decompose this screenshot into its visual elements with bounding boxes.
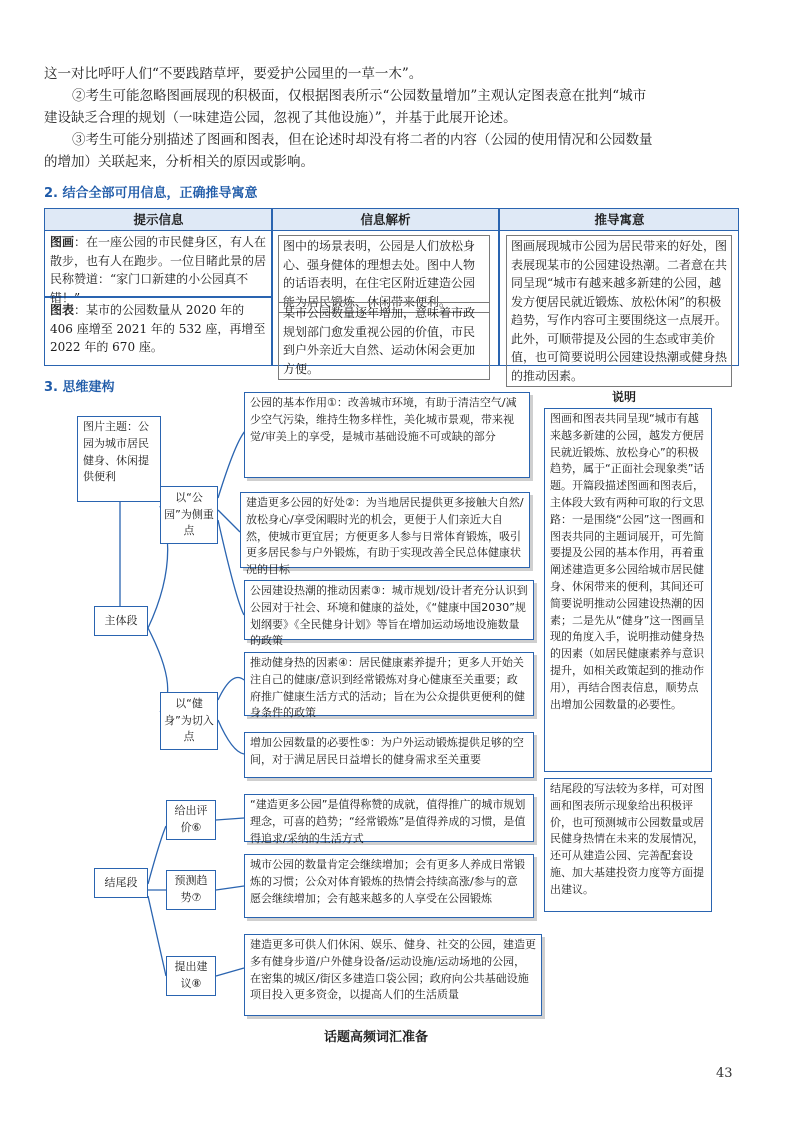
predict-label-box: 预测趋势⑦ xyxy=(166,870,216,910)
connector-line xyxy=(216,886,244,890)
intro-line-1: 这一对比呼吁人们“不要践踏草坪，要爱护公园里的一草一木”。 xyxy=(44,66,423,82)
branch-more-parks-benefits: 建造更多公园的好处②：为当地居民提供更多接触大自然/放松身心/享受闲暇时光的机会，更便于人们亲近大自然，使城市更宜居；方便更多人参与日常体育锻炼，吸引更多居民参与户外锻炼，有助于实现改善全民总体健康状况的目标 xyxy=(240,492,530,568)
suggest-label-box: 提出建议⑧ xyxy=(166,956,216,996)
row2-label: 图表 xyxy=(50,303,75,317)
branch-basic-role: 公园的基本作用①：改善城市环境，有助于清洁空气/减少空气污染，维持生物多样性，美化城市景观，带来视觉/审美上的享受，是城市基础设施不可或缺的部分 xyxy=(244,392,530,478)
angle-park-box: 以“公园”为侧重点 xyxy=(160,486,218,544)
connector-line xyxy=(218,678,244,701)
note-ending: 结尾段的写法较为多样，可对图画和图表所示现象给出积极评价，也可预测城市公园数量或居民健身热情在未来的发展情况，还可从建造公园、完善配套设施、加大基建投资力度等方面提出建议。 xyxy=(544,778,712,912)
row2-hint-text: ：某市的公园数量从 2020 年的 406 座增至 2021 年的 532 座，再增至 2022 年的 670 座。 xyxy=(50,303,266,354)
branch-park-necessity: 增加公园数量的必要性⑤：为户外运动锻炼提供足够的空间，对于满足居民日益增长的健身需求至关重要 xyxy=(244,732,534,778)
topic-box: 图片主题：公园为城市居民健身、休闲提供便利 xyxy=(77,416,161,502)
table-header-implication: 推导寓意 xyxy=(594,212,645,227)
note-title: 说明 xyxy=(612,390,637,404)
row1-hint-text: ：在一座公园的市民健身区，有人在散步，也有人在跑步。一位目睹此景的居民称赞道：“家门口新建的小公园真不错！” xyxy=(50,235,267,305)
eval-label-box: 给出评价⑥ xyxy=(166,800,216,840)
table-header-hint: 提示信息 xyxy=(133,212,184,227)
intro-line-2b: 建设缺乏合理的规划（一味建造公园，忽视了其他设施）”，并基于此展开论述。 xyxy=(44,110,517,126)
ending-box: 结尾段 xyxy=(94,868,148,898)
note-main-body: 图画和图表共同呈现“城市有越来越多新建的公园，越发方便居民就近锻炼、放松身心”的积极趋势，属于“正面社会现象类”话题。开篇段描述图画和图表后，主体段大致有两种可取的行文思路：一是围绕“公园”这一图画和图表共同的主题词展开，可先简要提及公园的基本作用，再着重阐述建造更多公园给城市居民健身、休闲带来的便利，其间还可简要说明推动公园建设热潮的因素；二是先从“健身”这一图画呈现的角度入手，说明推动健身热的因素（如居民健康素养与意识提升，如相关政策起到的推动作用），再结合图表信息，顺势点出增加公园数量的必要性。 xyxy=(544,408,712,772)
table-header-analysis: 信息解析 xyxy=(360,212,411,227)
row1-label: 图画 xyxy=(50,235,75,249)
row2-analysis: 某市公园数量逐年增加，意味着市政规划部门愈发重视公园的价值，市民到户外亲近大自然、运动休闲会更加方便。 xyxy=(278,302,490,380)
implication: 图画展现城市公园为居民带来的好处，图表展现某市的公园建设热潮。二者意在共同呈现“城市有越来越多新建的公园，越发方便居民就近锻炼、放松休闲”的积极趋势，写作内容可主要围绕这一点展开。此外，可顺带提及公园的生态或审美价值，也可简要说明公园建设热潮或健身热的推动因素。 xyxy=(506,235,732,387)
intro-line-3b: 的增加）关联起来，分析相关的原因或影响。 xyxy=(44,154,314,170)
intro-line-2a: ②考生可能忽略图画展现的积极面，仅根据图表所示“公园数量增加”主观认定图表意在批判“城市 xyxy=(72,88,647,104)
intro-line-3a: ③考生可能分别描述了图画和图表，但在论述时却没有将二者的内容（公园的使用情况和公园数量 xyxy=(72,132,653,148)
branch-fitness-drivers: 推动健身热的因素④：居民健康素养提升；更多人开始关注自己的健康/意识到经常锻炼对身心健康至关重要；政府推广健康生活方式的活动；旨在为公众提供更便利的健身条件的政策 xyxy=(244,652,534,716)
connector-line xyxy=(148,826,166,884)
main-body-box: 主体段 xyxy=(94,606,148,636)
branch-park-boom-drivers: 公园建设热潮的推动因素③：城市规划/设计者充分认识到公园对于社会、环境和健康的益处，《“健康中国2030”规划纲要》《全民健身计划》等旨在增加运动场地设施数量的政策 xyxy=(244,580,534,640)
angle-fitness-box: 以“健身”为切入点 xyxy=(160,692,218,750)
connector-line xyxy=(218,430,246,498)
connector-line xyxy=(148,896,166,976)
ending-suggestion: 建造更多可供人们休闲、娱乐、健身、社交的公园，建造更多有健身步道/户外健身设备/运动设施/运动场地的公园，在密集的城区/街区多建造口袋公园；政府向公共基础设施项目投入更多资金，以提高人们的生活质量 xyxy=(244,934,542,1016)
row1-analysis: 图中的场景表明，公园是人们放松身心、强身健体的理想去处。图中人物的话语表明，在住宅区附近建造公园能为居民锻炼、休闲带来便利。 xyxy=(278,235,490,313)
connector-line xyxy=(216,968,244,976)
section-3-heading: 3. 思维建构 xyxy=(44,380,115,395)
page-number: 43 xyxy=(716,1066,733,1081)
ending-prediction: 城市公园的数量肯定会继续增加；会有更多人养成日常锻炼的习惯；公众对体育锻炼的热情会持续高涨/参与的意愿会继续增加；会有越来越多的人享受在公园锻炼 xyxy=(244,854,534,918)
section-2-heading: 2. 结合全部可用信息，正确推导寓意 xyxy=(44,186,258,201)
connector-line xyxy=(216,818,244,820)
ending-evaluation: “建造更多公园”是值得称赞的成就，值得推广的城市规划理念，可喜的趋势；“经常锻炼”是值得养成的习惯，是值得追求/采纳的生活方式 xyxy=(244,794,534,842)
connector-line xyxy=(218,720,244,754)
next-section-caption: 话题高频词汇准备 xyxy=(324,1030,429,1045)
connector-line xyxy=(218,510,240,532)
